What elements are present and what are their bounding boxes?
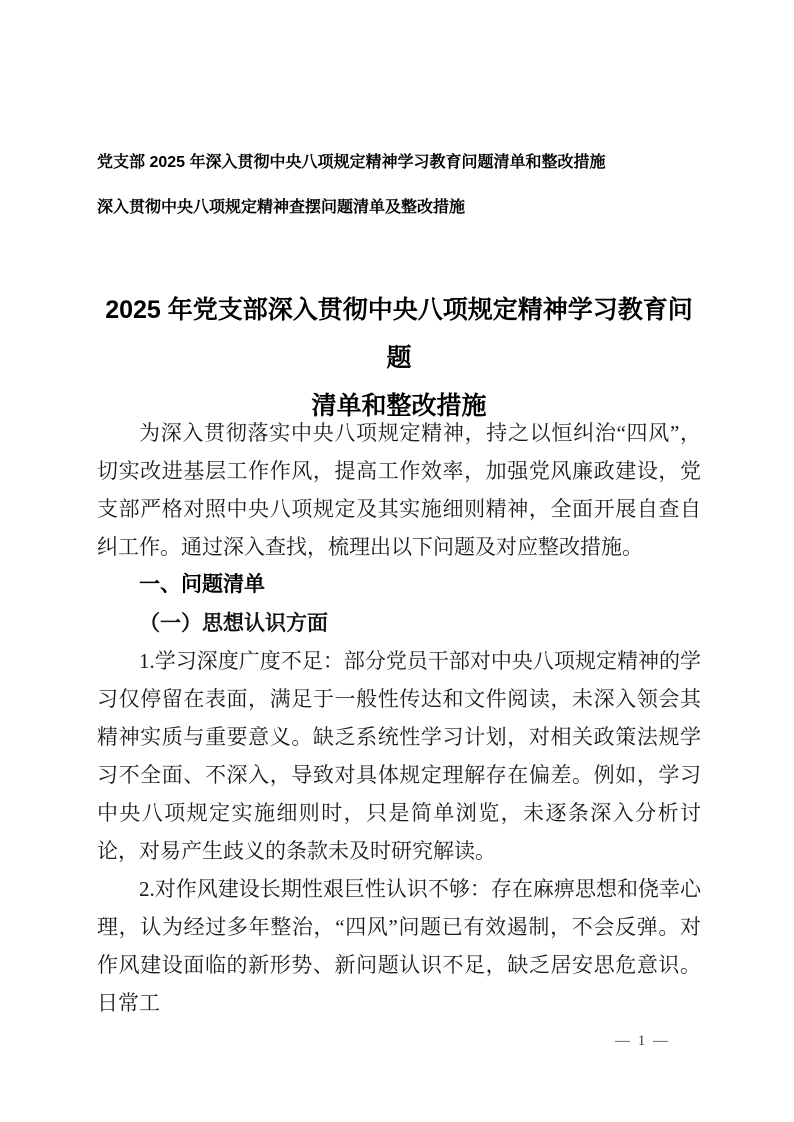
doc-title xyxy=(97,286,701,430)
intro-paragraph: 为深入贯彻落实中央八项规定精神，持之以恒纠治“四风”，切实改进基层工作作风，提高工作效率，加强党风廉政建设，党支部严格对照中央八项规定及其实施细则精神，全面开展自查自纠工作。通过深入查找，梳理出以下问题及对应整改措施。 xyxy=(97,421,701,559)
page-number: — 1 — xyxy=(615,1033,670,1049)
subsection-heading-ideological: （一）思想认识方面 xyxy=(139,611,328,635)
problem-item-2: 2.对作风建设长期性艰巨性认识不够：存在麻痹思想和侥幸心理，认为经过多年整治，“四风”问题已有效遏制，不会反弹。对作风建设面临的新形势、新问题认识不足，缺乏居安思危意识。日常工 xyxy=(97,877,701,1015)
doc-header-line-1: 党支部 2025 年深入贯彻中央八项规定精神学习教育问题清单和整改措施 xyxy=(97,154,606,171)
doc-body xyxy=(97,414,701,1022)
doc-title-line-1: 2025 年党支部深入贯彻中央八项规定精神学习教育问题 xyxy=(105,296,693,372)
doc-footer xyxy=(97,1030,701,1052)
problem-item-1: 1.学习深度广度不足：部分党员干部对中央八项规定精神的学习仅停留在表面，满足于一般性传达和文件阅读，未深入领会其精神实质与重要意义。缺乏系统性学习计划，对相关政策法规学习不全面、不深入，导致对具体规定理解存在偏差。例如，学习中央八项规定实施细则时，只是简单浏览，未逐条深入分析讨论，对易产生歧义的条款未及时研究解读。 xyxy=(97,649,701,863)
doc-title-line-2: 清单和整改措施 xyxy=(311,392,487,420)
section-heading-problem-list: 一、问题清单 xyxy=(139,573,265,596)
doc-header-line-2: 深入贯彻中央八项规定精神查摆问题清单及整改措施 xyxy=(97,199,466,216)
